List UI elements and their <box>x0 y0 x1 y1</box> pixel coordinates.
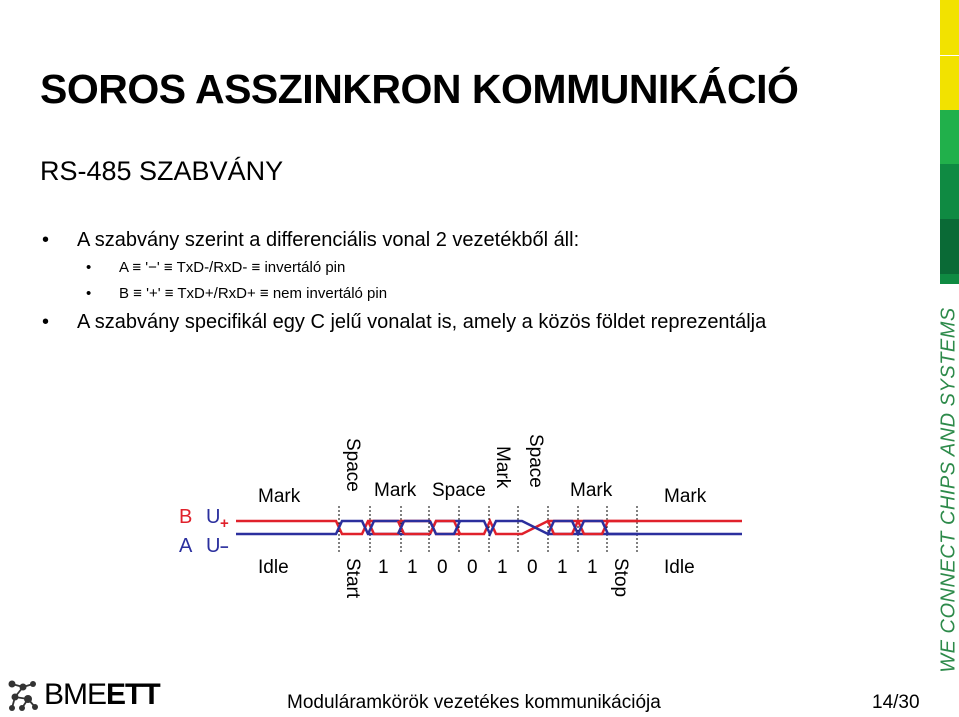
label-mark-right: Mark <box>664 486 707 507</box>
bullet-2: • A szabvány specifikál egy C jelű vonalat is, amely a közös földet reprezentálja <box>40 311 840 333</box>
brand-name <box>44 678 160 712</box>
brand-ett: ETT <box>106 678 160 711</box>
label-stop: Stop <box>610 558 631 598</box>
sidebar-segment <box>940 274 959 284</box>
bullet-1-2: • B ≡ '+' ≡ TxD+/RxD+ ≡ nem invertáló pin <box>40 285 840 303</box>
label-mark-vertical: Mark <box>492 446 513 489</box>
sidebar-segment <box>940 0 959 55</box>
page-title: SOROS ASSZINKRON KOMMUNIKÁCIÓ <box>40 66 799 112</box>
page-subtitle: RS-485 SZABVÁNY <box>40 156 284 186</box>
bit-7: 1 <box>587 557 598 578</box>
label-space-vertical: Space <box>525 434 546 488</box>
line-b-label: B <box>179 506 193 528</box>
vertical-slogan: WE CONNECT CHIPS AND SYSTEMS <box>937 307 959 673</box>
bit-1: 1 <box>407 557 418 578</box>
label-idle-right: Idle <box>664 557 695 578</box>
label-space-2: Space <box>432 480 486 501</box>
label-mark-3: Mark <box>570 480 613 501</box>
bullet-1: • A szabvány szerint a differenciális vonal 2 vezetékből áll: <box>40 229 840 251</box>
bit-6: 1 <box>557 557 568 578</box>
label-mark-left: Mark <box>258 486 301 507</box>
sidebar-segment <box>940 55 959 111</box>
label-mark-1: Mark <box>374 480 417 501</box>
bullet-1-1: • A ≡ '−' ≡ TxD-/RxD- ≡ invertáló pin <box>40 259 840 277</box>
transition-crosses <box>368 521 638 534</box>
bit-4: 1 <box>497 557 508 578</box>
circuit-logo-icon <box>6 678 40 712</box>
page-number: 14/30 <box>872 692 920 713</box>
line-a-label: A <box>179 535 193 557</box>
label-space-vertical-start: Space <box>342 438 363 492</box>
sidebar-segment <box>940 164 959 219</box>
u-plus-label: U <box>206 506 221 528</box>
brand-bme: BME <box>44 678 107 711</box>
bmeett-logo <box>6 678 160 712</box>
sidebar-segment <box>940 219 959 274</box>
u-plus-sub: + <box>220 515 229 532</box>
label-idle-left: Idle <box>258 557 289 578</box>
u-minus-label: U <box>206 535 221 557</box>
footer-course-title: Moduláramkörök vezetékes kommunikációja <box>287 692 661 713</box>
bit-3: 0 <box>467 557 478 578</box>
u-minus-sub: − <box>220 539 229 556</box>
bit-5: 0 <box>527 557 538 578</box>
bit-2: 0 <box>437 557 448 578</box>
bit-0: 1 <box>378 557 389 578</box>
label-start: Start <box>342 558 363 599</box>
sidebar-segment <box>940 110 959 164</box>
